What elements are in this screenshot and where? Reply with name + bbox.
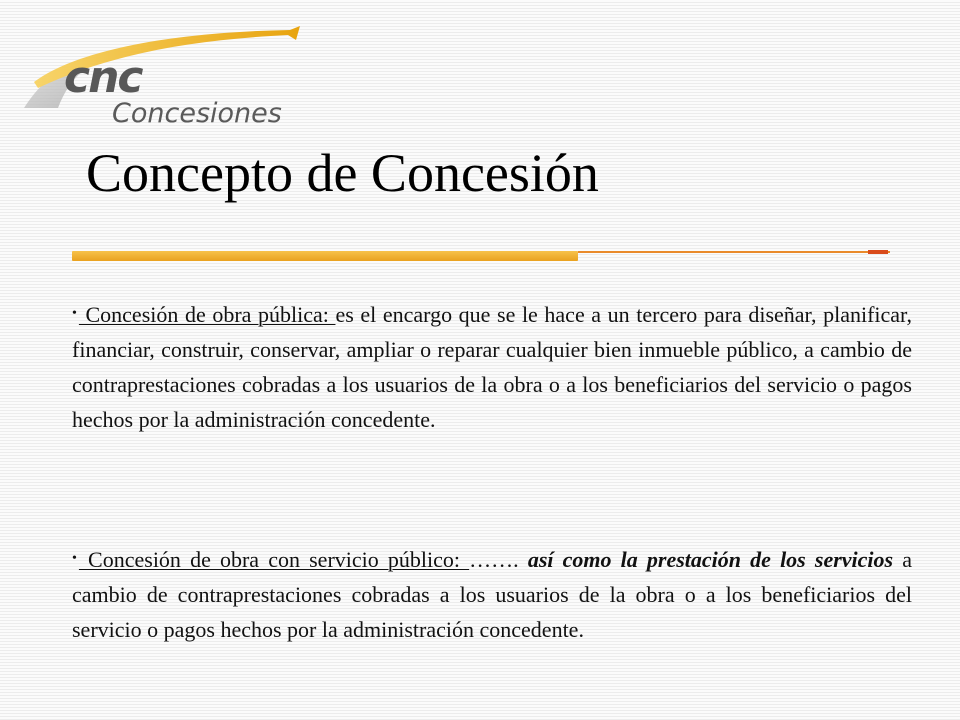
divider-tip — [868, 250, 888, 254]
bullet-icon: • — [72, 551, 77, 566]
logo-wordmark: cnc — [64, 52, 142, 103]
bullet-icon: • — [72, 306, 77, 321]
definition-obra-publica — [72, 296, 912, 437]
definition-obra-con-servicio — [72, 541, 912, 647]
definition-text: es el encargo que se le hace a un tercero para diseñar, planificar, financiar, construir, conservar, ampliar o reparar cualquier bien inmueble público, a cambio de contraprestaciones cobradas a los usuarios de la obra o a los beneficiarios del servicio o pagos hechos por la administración concedente. — [72, 302, 912, 432]
slide-title: Concepto de Concesión — [86, 143, 599, 203]
definition-emphasis: así como la prestación de los servicios — [527, 547, 894, 572]
cnc-concesiones-logo — [20, 18, 320, 138]
divider-thin-bar — [578, 251, 890, 253]
divider-thick-bar — [72, 251, 578, 261]
definition-text: a cambio de contraprestaciones cobradas a los usuarios de la obra o a los beneficiarios del servicio o pagos hechos por la administración concedente. — [72, 547, 913, 642]
term-label: Concesión de obra pública: — [78, 302, 336, 327]
title-divider — [72, 246, 892, 262]
logo-subtitle: Concesiones — [112, 98, 282, 129]
definition-ellipsis: ……. — [469, 547, 528, 572]
term-label: Concesión de obra con servicio público: — [78, 547, 470, 572]
